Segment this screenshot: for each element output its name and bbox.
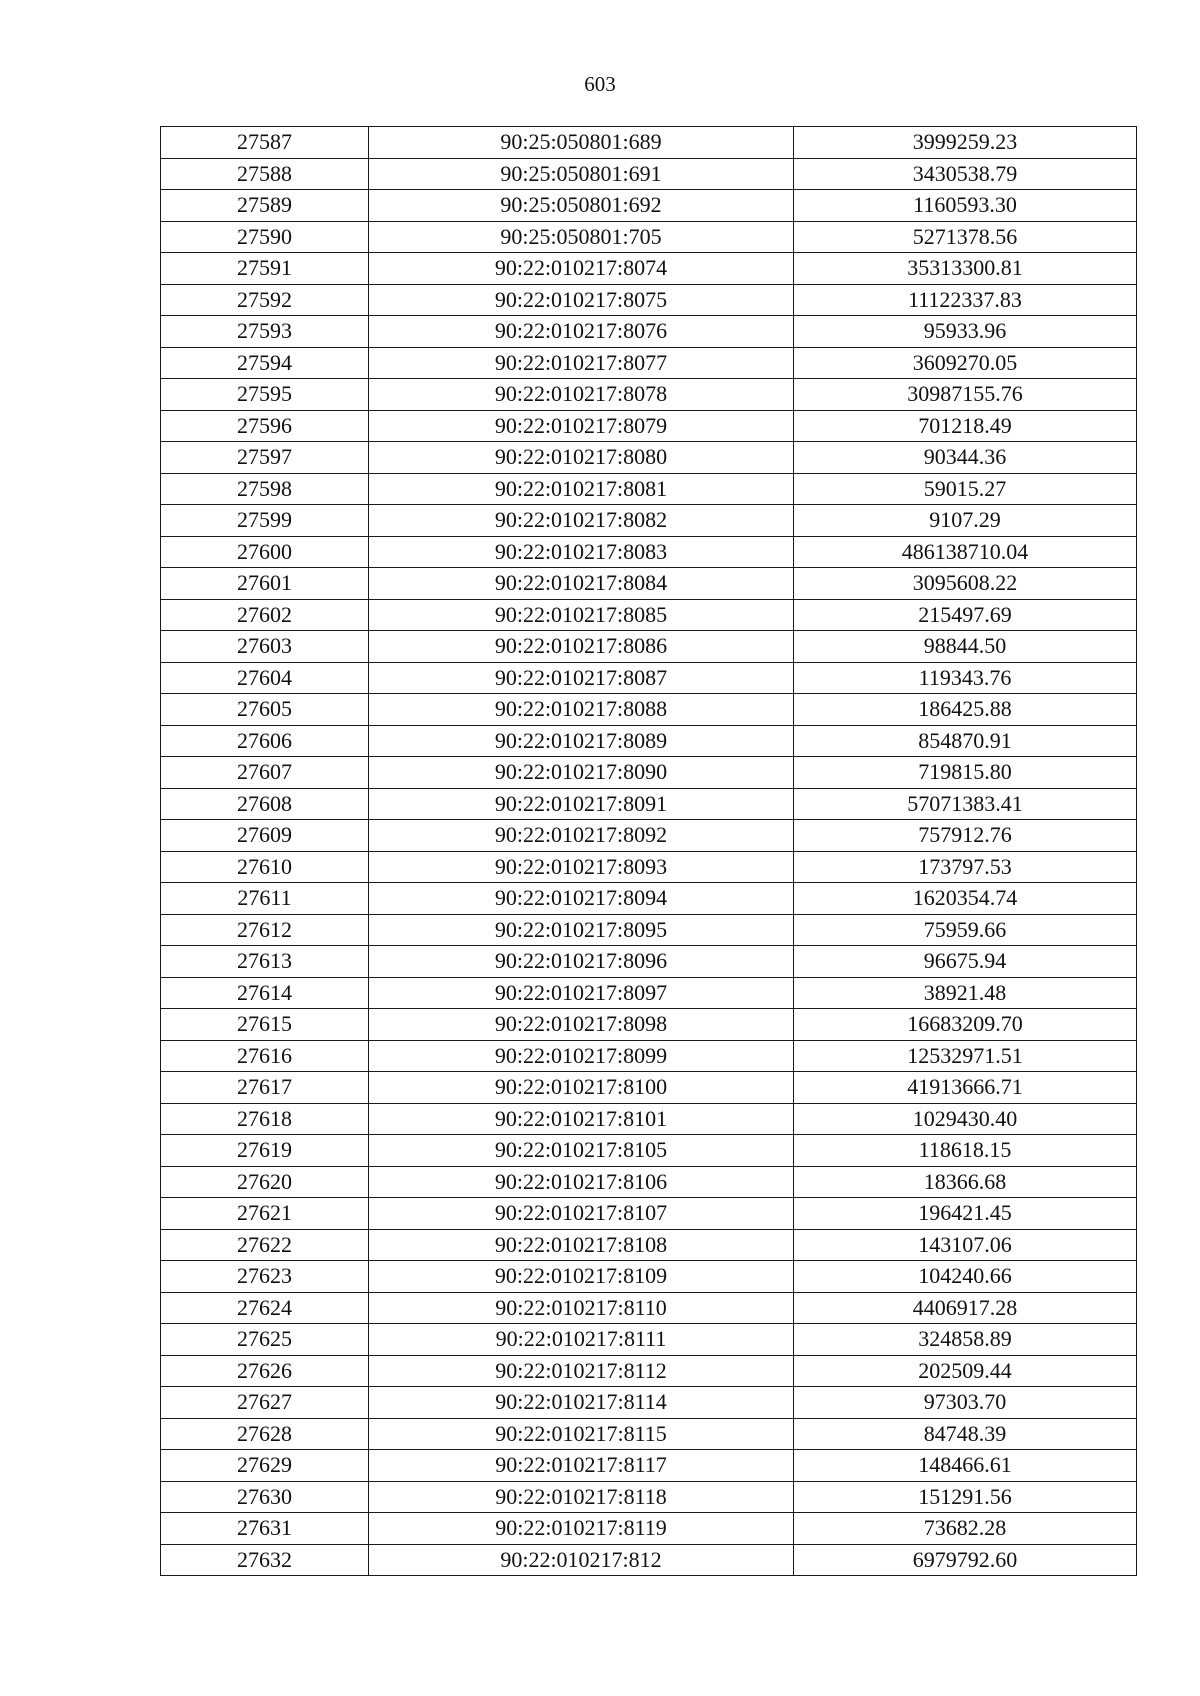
- row-number-cell: 27614: [161, 977, 369, 1009]
- value-cell: 9107.29: [794, 505, 1137, 537]
- cadastral-number-cell: 90:22:010217:8085: [369, 599, 794, 631]
- value-cell: 12532971.51: [794, 1040, 1137, 1072]
- value-cell: 486138710.04: [794, 536, 1137, 568]
- table-row: [161, 1387, 1137, 1419]
- table-row: [161, 1135, 1137, 1167]
- row-number-cell: 27587: [161, 127, 369, 159]
- table-row: [161, 253, 1137, 285]
- value-cell: 215497.69: [794, 599, 1137, 631]
- row-number-cell: 27631: [161, 1513, 369, 1545]
- row-number-cell: 27615: [161, 1009, 369, 1041]
- value-cell: 30987155.76: [794, 379, 1137, 411]
- row-number-cell: 27630: [161, 1481, 369, 1513]
- table-row: [161, 1072, 1137, 1104]
- cadastral-number-cell: 90:22:010217:8107: [369, 1198, 794, 1230]
- cadastral-number-cell: 90:22:010217:8080: [369, 442, 794, 474]
- cadastral-number-cell: 90:22:010217:8092: [369, 820, 794, 852]
- table-row: [161, 883, 1137, 915]
- table-row: [161, 1450, 1137, 1482]
- table-row: [161, 473, 1137, 505]
- value-cell: 1620354.74: [794, 883, 1137, 915]
- table-row: [161, 1355, 1137, 1387]
- row-number-cell: 27590: [161, 221, 369, 253]
- row-number-cell: 27598: [161, 473, 369, 505]
- cadastral-number-cell: 90:25:050801:705: [369, 221, 794, 253]
- row-number-cell: 27622: [161, 1229, 369, 1261]
- cadastral-number-cell: 90:22:010217:8091: [369, 788, 794, 820]
- value-cell: 173797.53: [794, 851, 1137, 883]
- table-row: [161, 505, 1137, 537]
- row-number-cell: 27625: [161, 1324, 369, 1356]
- row-number-cell: 27618: [161, 1103, 369, 1135]
- cadastral-number-cell: 90:22:010217:8094: [369, 883, 794, 915]
- row-number-cell: 27617: [161, 1072, 369, 1104]
- table-row: [161, 1292, 1137, 1324]
- value-cell: 59015.27: [794, 473, 1137, 505]
- table-row: [161, 977, 1137, 1009]
- table-row: [161, 316, 1137, 348]
- table-row: [161, 788, 1137, 820]
- table-row: [161, 725, 1137, 757]
- table-row: [161, 1009, 1137, 1041]
- table-row: [161, 1261, 1137, 1293]
- cadastral-number-cell: 90:22:010217:8108: [369, 1229, 794, 1261]
- row-number-cell: 27593: [161, 316, 369, 348]
- value-cell: 90344.36: [794, 442, 1137, 474]
- table-row: [161, 1040, 1137, 1072]
- value-cell: 75959.66: [794, 914, 1137, 946]
- value-cell: 143107.06: [794, 1229, 1137, 1261]
- cadastral-number-cell: 90:22:010217:8109: [369, 1261, 794, 1293]
- row-number-cell: 27595: [161, 379, 369, 411]
- value-cell: 202509.44: [794, 1355, 1137, 1387]
- table-row: [161, 1198, 1137, 1230]
- value-cell: 95933.96: [794, 316, 1137, 348]
- table-row: [161, 1229, 1137, 1261]
- table-row: [161, 127, 1137, 159]
- cadastral-number-cell: 90:22:010217:8096: [369, 946, 794, 978]
- table-row: [161, 379, 1137, 411]
- table-row: [161, 599, 1137, 631]
- value-cell: 1160593.30: [794, 190, 1137, 222]
- cadastral-number-cell: 90:22:010217:8112: [369, 1355, 794, 1387]
- table-row: [161, 158, 1137, 190]
- value-cell: 11122337.83: [794, 284, 1137, 316]
- cadastral-number-cell: 90:22:010217:8105: [369, 1135, 794, 1167]
- row-number-cell: 27589: [161, 190, 369, 222]
- cadastral-number-cell: 90:22:010217:8090: [369, 757, 794, 789]
- row-number-cell: 27632: [161, 1544, 369, 1576]
- cadastral-number-cell: 90:22:010217:8079: [369, 410, 794, 442]
- cadastral-number-cell: 90:22:010217:812: [369, 1544, 794, 1576]
- row-number-cell: 27594: [161, 347, 369, 379]
- row-number-cell: 27597: [161, 442, 369, 474]
- value-cell: 96675.94: [794, 946, 1137, 978]
- value-cell: 84748.39: [794, 1418, 1137, 1450]
- cadastral-number-cell: 90:22:010217:8111: [369, 1324, 794, 1356]
- cadastral-number-cell: 90:25:050801:692: [369, 190, 794, 222]
- cadastral-number-cell: 90:22:010217:8076: [369, 316, 794, 348]
- value-cell: 148466.61: [794, 1450, 1137, 1482]
- table-row: [161, 1481, 1137, 1513]
- table-row: [161, 410, 1137, 442]
- cadastral-number-cell: 90:22:010217:8083: [369, 536, 794, 568]
- value-cell: 3999259.23: [794, 127, 1137, 159]
- value-cell: 719815.80: [794, 757, 1137, 789]
- value-cell: 3609270.05: [794, 347, 1137, 379]
- row-number-cell: 27623: [161, 1261, 369, 1293]
- value-cell: 5271378.56: [794, 221, 1137, 253]
- row-number-cell: 27612: [161, 914, 369, 946]
- table-row: [161, 347, 1137, 379]
- table-row: [161, 1418, 1137, 1450]
- cadastral-number-cell: 90:22:010217:8088: [369, 694, 794, 726]
- row-number-cell: 27600: [161, 536, 369, 568]
- table-row: [161, 284, 1137, 316]
- row-number-cell: 27613: [161, 946, 369, 978]
- registry-table-body: [161, 127, 1137, 1576]
- row-number-cell: 27624: [161, 1292, 369, 1324]
- table-row: [161, 221, 1137, 253]
- cadastral-number-cell: 90:22:010217:8093: [369, 851, 794, 883]
- cadastral-number-cell: 90:22:010217:8110: [369, 1292, 794, 1324]
- value-cell: 35313300.81: [794, 253, 1137, 285]
- cadastral-number-cell: 90:22:010217:8077: [369, 347, 794, 379]
- row-number-cell: 27601: [161, 568, 369, 600]
- table-row: [161, 1166, 1137, 1198]
- row-number-cell: 27626: [161, 1355, 369, 1387]
- value-cell: 98844.50: [794, 631, 1137, 663]
- table-row: [161, 662, 1137, 694]
- value-cell: 38921.48: [794, 977, 1137, 1009]
- row-number-cell: 27605: [161, 694, 369, 726]
- row-number-cell: 27611: [161, 883, 369, 915]
- cadastral-number-cell: 90:22:010217:8114: [369, 1387, 794, 1419]
- value-cell: 41913666.71: [794, 1072, 1137, 1104]
- cadastral-number-cell: 90:22:010217:8101: [369, 1103, 794, 1135]
- table-row: [161, 536, 1137, 568]
- value-cell: 57071383.41: [794, 788, 1137, 820]
- table-row: [161, 851, 1137, 883]
- row-number-cell: 27596: [161, 410, 369, 442]
- value-cell: 3095608.22: [794, 568, 1137, 600]
- row-number-cell: 27616: [161, 1040, 369, 1072]
- row-number-cell: 27592: [161, 284, 369, 316]
- cadastral-number-cell: 90:22:010217:8100: [369, 1072, 794, 1104]
- cadastral-number-cell: 90:22:010217:8106: [369, 1166, 794, 1198]
- value-cell: 73682.28: [794, 1513, 1137, 1545]
- value-cell: 757912.76: [794, 820, 1137, 852]
- row-number-cell: 27629: [161, 1450, 369, 1482]
- cadastral-number-cell: 90:22:010217:8119: [369, 1513, 794, 1545]
- cadastral-number-cell: 90:22:010217:8086: [369, 631, 794, 663]
- row-number-cell: 27591: [161, 253, 369, 285]
- row-number-cell: 27588: [161, 158, 369, 190]
- table-row: [161, 694, 1137, 726]
- value-cell: 16683209.70: [794, 1009, 1137, 1041]
- page-number: 603: [584, 72, 616, 96]
- cadastral-number-cell: 90:22:010217:8097: [369, 977, 794, 1009]
- cadastral-number-cell: 90:25:050801:691: [369, 158, 794, 190]
- row-number-cell: 27604: [161, 662, 369, 694]
- table-row: [161, 1544, 1137, 1576]
- table-row: [161, 757, 1137, 789]
- cadastral-number-cell: 90:22:010217:8099: [369, 1040, 794, 1072]
- table-row: [161, 442, 1137, 474]
- row-number-cell: 27603: [161, 631, 369, 663]
- value-cell: 4406917.28: [794, 1292, 1137, 1324]
- row-number-cell: 27602: [161, 599, 369, 631]
- table-row: [161, 1324, 1137, 1356]
- table-row: [161, 946, 1137, 978]
- cadastral-number-cell: 90:22:010217:8074: [369, 253, 794, 285]
- cadastral-number-cell: 90:22:010217:8118: [369, 1481, 794, 1513]
- cadastral-number-cell: 90:22:010217:8082: [369, 505, 794, 537]
- value-cell: 196421.45: [794, 1198, 1137, 1230]
- row-number-cell: 27599: [161, 505, 369, 537]
- value-cell: 118618.15: [794, 1135, 1137, 1167]
- cadastral-number-cell: 90:22:010217:8095: [369, 914, 794, 946]
- table-row: [161, 1513, 1137, 1545]
- cadastral-number-cell: 90:25:050801:689: [369, 127, 794, 159]
- row-number-cell: 27627: [161, 1387, 369, 1419]
- row-number-cell: 27606: [161, 725, 369, 757]
- cadastral-number-cell: 90:22:010217:8087: [369, 662, 794, 694]
- cadastral-number-cell: 90:22:010217:8115: [369, 1418, 794, 1450]
- cadastral-number-cell: 90:22:010217:8098: [369, 1009, 794, 1041]
- value-cell: 104240.66: [794, 1261, 1137, 1293]
- value-cell: 701218.49: [794, 410, 1137, 442]
- value-cell: 119343.76: [794, 662, 1137, 694]
- cadastral-number-cell: 90:22:010217:8084: [369, 568, 794, 600]
- value-cell: 1029430.40: [794, 1103, 1137, 1135]
- cadastral-number-cell: 90:22:010217:8117: [369, 1450, 794, 1482]
- row-number-cell: 27621: [161, 1198, 369, 1230]
- registry-table: [160, 126, 1137, 1576]
- table-row: [161, 568, 1137, 600]
- cadastral-number-cell: 90:22:010217:8089: [369, 725, 794, 757]
- row-number-cell: 27607: [161, 757, 369, 789]
- cadastral-number-cell: 90:22:010217:8078: [369, 379, 794, 411]
- cadastral-number-cell: 90:22:010217:8075: [369, 284, 794, 316]
- value-cell: 151291.56: [794, 1481, 1137, 1513]
- value-cell: 854870.91: [794, 725, 1137, 757]
- row-number-cell: 27620: [161, 1166, 369, 1198]
- value-cell: 3430538.79: [794, 158, 1137, 190]
- value-cell: 324858.89: [794, 1324, 1137, 1356]
- row-number-cell: 27619: [161, 1135, 369, 1167]
- value-cell: 186425.88: [794, 694, 1137, 726]
- row-number-cell: 27628: [161, 1418, 369, 1450]
- value-cell: 18366.68: [794, 1166, 1137, 1198]
- cadastral-number-cell: 90:22:010217:8081: [369, 473, 794, 505]
- row-number-cell: 27610: [161, 851, 369, 883]
- table-row: [161, 190, 1137, 222]
- value-cell: 6979792.60: [794, 1544, 1137, 1576]
- table-row: [161, 914, 1137, 946]
- table-row: [161, 631, 1137, 663]
- table-row: [161, 820, 1137, 852]
- table-row: [161, 1103, 1137, 1135]
- row-number-cell: 27608: [161, 788, 369, 820]
- value-cell: 97303.70: [794, 1387, 1137, 1419]
- row-number-cell: 27609: [161, 820, 369, 852]
